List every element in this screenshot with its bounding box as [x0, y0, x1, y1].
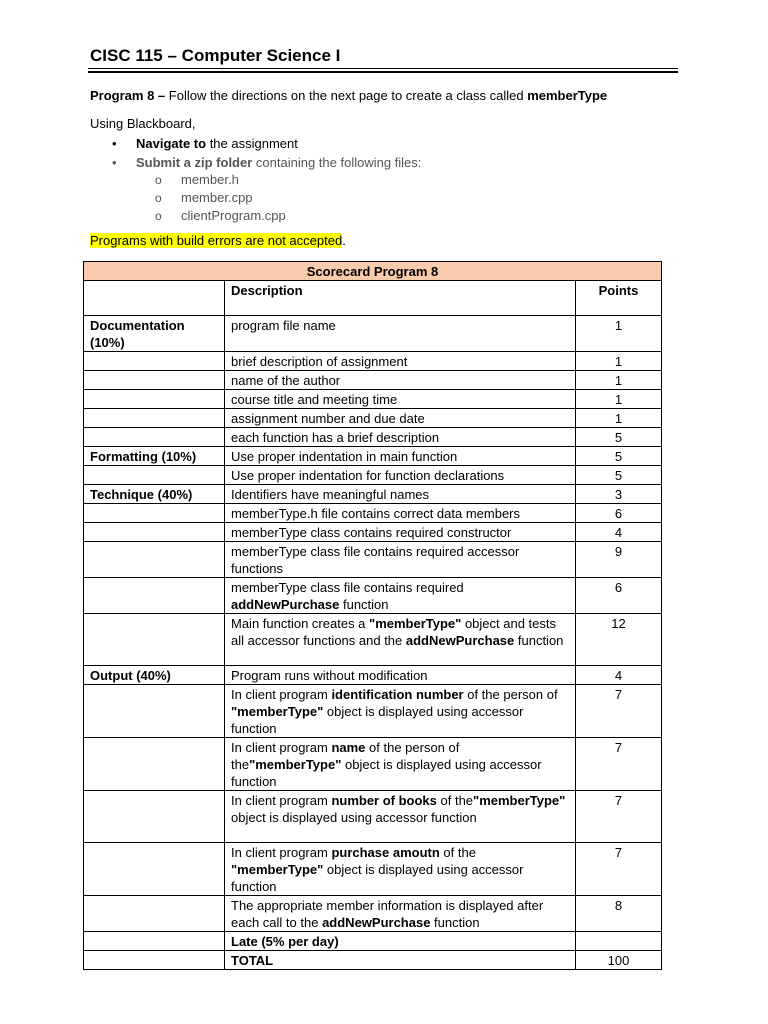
description-bold: "memberType" [231, 704, 324, 719]
category-cell [84, 738, 225, 791]
points-cell: 7 [576, 685, 662, 738]
instruction-bullet [112, 153, 421, 172]
description-cell [225, 447, 576, 466]
description-cell [225, 791, 576, 843]
table-row [84, 428, 662, 447]
table-row [84, 485, 662, 504]
title-rule-thick [88, 71, 678, 73]
description-text: brief description of assignment [231, 354, 408, 369]
description-text: Main function creates a [231, 616, 370, 631]
description-cell [225, 738, 576, 791]
bullet-text: the assignment [206, 136, 298, 151]
description-cell [225, 578, 576, 614]
points-cell: 1 [576, 409, 662, 428]
points-cell: 3 [576, 485, 662, 504]
circle-bullet-icon: o [155, 191, 162, 205]
header-points: Points [576, 281, 662, 316]
page-title: CISC 115 – Computer Science I [90, 46, 341, 65]
scorecard-title: Scorecard Program 8 [84, 262, 662, 281]
category-cell [84, 523, 225, 542]
bullet-icon: • [112, 136, 117, 151]
bullet-bold: Submit a zip folder [136, 155, 253, 170]
category-cell [84, 614, 225, 666]
table-row [84, 578, 662, 614]
description-text: Use proper indentation in main function [231, 449, 458, 464]
points-cell: 8 [576, 896, 662, 932]
category-cell: Output (40%) [84, 666, 225, 685]
using-blackboard-text: Using Blackboard, [90, 116, 196, 131]
description-bold: name [331, 740, 366, 755]
description-cell [225, 352, 576, 371]
description-bold: TOTAL [231, 953, 274, 968]
scorecard-title-row [84, 262, 662, 281]
highlighted-warning: Programs with build errors are not accepted [90, 233, 343, 248]
description-cell [225, 542, 576, 578]
description-text: of the person of the [231, 740, 460, 772]
file-item [155, 207, 286, 225]
scorecard-header-row [84, 281, 662, 316]
points-cell: 5 [576, 428, 662, 447]
table-row [84, 791, 662, 843]
description-text: The appropriate member information is displayed after each call to the [231, 898, 544, 930]
header-empty-cell [84, 281, 225, 316]
description-cell [225, 428, 576, 447]
description-bold: addNewPurchase [231, 597, 340, 612]
table-row [84, 504, 662, 523]
bullet-text: containing the following files: [252, 155, 422, 170]
description-bold: purchase amoutn [331, 845, 440, 860]
description-cell [225, 409, 576, 428]
description-text: function [339, 597, 389, 612]
description-cell [225, 685, 576, 738]
category-cell [84, 352, 225, 371]
circle-bullet-icon: o [155, 173, 162, 187]
points-cell: 4 [576, 666, 662, 685]
points-cell: 1 [576, 390, 662, 409]
description-text: Identifiers have meaningful names [231, 487, 430, 502]
description-text: function [430, 915, 480, 930]
table-row [84, 390, 662, 409]
description-text: function [514, 633, 564, 648]
points-cell: 12 [576, 614, 662, 666]
program-intro [90, 88, 607, 103]
category-cell [84, 843, 225, 896]
description-text: of the [439, 845, 476, 860]
category-cell [84, 896, 225, 932]
file-name: member.h [181, 172, 239, 187]
table-row [84, 316, 662, 352]
description-bold: addNewPurchase [322, 915, 431, 930]
description-text: In client program [231, 845, 332, 860]
table-row [84, 409, 662, 428]
table-row [84, 685, 662, 738]
instruction-bullet [112, 134, 421, 153]
description-bold: "memberType" [369, 616, 462, 631]
points-cell: 1 [576, 371, 662, 390]
header-description: Description [225, 281, 576, 316]
instruction-list [112, 134, 421, 172]
description-text: Program runs without modification [231, 668, 428, 683]
description-text: In client program [231, 687, 332, 702]
bullet-bold: Navigate to [136, 136, 207, 151]
description-text: Use proper indentation for function declarations [231, 468, 505, 483]
description-bold: identification number [331, 687, 464, 702]
category-cell [84, 409, 225, 428]
bullet-icon: • [112, 155, 117, 170]
description-cell [225, 951, 576, 970]
category-cell [84, 951, 225, 970]
category-cell [84, 428, 225, 447]
description-text: object is displayed using accessor function [231, 862, 524, 894]
description-bold: addNewPurchase [405, 633, 515, 648]
table-row [84, 843, 662, 896]
description-text: memberType class file contains required accessor functions [231, 544, 520, 576]
class-name: memberType [527, 88, 608, 103]
file-item [155, 189, 286, 207]
points-cell: 9 [576, 542, 662, 578]
table-row [84, 523, 662, 542]
description-cell [225, 896, 576, 932]
description-cell [225, 614, 576, 666]
description-bold: number of books [331, 793, 437, 808]
category-cell [84, 791, 225, 843]
description-cell [225, 485, 576, 504]
file-item [155, 171, 286, 189]
table-row [84, 447, 662, 466]
points-cell [576, 932, 662, 951]
description-text: name of the author [231, 373, 341, 388]
points-cell: 7 [576, 843, 662, 896]
table-row [84, 542, 662, 578]
description-cell [225, 390, 576, 409]
points-cell: 7 [576, 738, 662, 791]
category-cell [84, 390, 225, 409]
warning-tail: . [342, 233, 346, 248]
description-cell [225, 504, 576, 523]
category-cell [84, 578, 225, 614]
table-row [84, 466, 662, 485]
category-cell: Documentation (10%) [84, 316, 225, 352]
description-bold: Late (5% per day) [231, 934, 339, 949]
category-cell: Formatting (10%) [84, 447, 225, 466]
description-cell [225, 666, 576, 685]
description-text: memberType.h file contains correct data members [231, 506, 521, 521]
description-bold: "memberType" [231, 862, 324, 877]
table-row [84, 614, 662, 666]
category-cell: Technique (40%) [84, 485, 225, 504]
description-text: memberType class contains required constructor [231, 525, 512, 540]
circle-bullet-icon: o [155, 209, 162, 223]
table-row [84, 352, 662, 371]
description-cell [225, 371, 576, 390]
file-list [155, 171, 286, 225]
scorecard-table [83, 261, 662, 970]
category-cell [84, 932, 225, 951]
table-row [84, 896, 662, 932]
description-text: object is displayed using accessor function [231, 757, 542, 789]
description-text: of the person of [463, 687, 558, 702]
description-cell [225, 316, 576, 352]
points-cell: 6 [576, 504, 662, 523]
table-row [84, 932, 662, 951]
points-cell: 100 [576, 951, 662, 970]
title-rule-thin [88, 68, 678, 69]
file-name: clientProgram.cpp [181, 208, 286, 223]
table-row [84, 951, 662, 970]
file-name: member.cpp [181, 190, 253, 205]
description-bold: "memberType" [249, 757, 342, 772]
description-text: object and tests all accessor functions and the [231, 616, 556, 648]
description-cell [225, 843, 576, 896]
description-text: In client program [231, 793, 332, 808]
category-cell [84, 371, 225, 390]
points-cell: 4 [576, 523, 662, 542]
table-row [84, 738, 662, 791]
description-text: object is displayed using accessor function [231, 810, 477, 825]
description-text: In client program [231, 740, 332, 755]
description-cell [225, 932, 576, 951]
points-cell: 1 [576, 316, 662, 352]
points-cell: 5 [576, 447, 662, 466]
category-cell [84, 504, 225, 523]
intro-text: Follow the directions on the next page to create a class called [165, 88, 528, 103]
points-cell: 1 [576, 352, 662, 371]
description-text: of the [436, 793, 474, 808]
category-cell [84, 685, 225, 738]
description-text: assignment number and due date [231, 411, 425, 426]
description-text: course title and meeting time [231, 392, 398, 407]
program-label: Program 8 – [90, 88, 166, 103]
description-text: program file name [231, 318, 336, 333]
points-cell: 5 [576, 466, 662, 485]
description-text: memberType class file contains required [231, 580, 464, 595]
points-cell: 6 [576, 578, 662, 614]
category-cell [84, 466, 225, 485]
points-cell: 7 [576, 791, 662, 843]
table-row [84, 666, 662, 685]
description-text: each function has a brief description [231, 430, 440, 445]
description-cell [225, 523, 576, 542]
description-cell [225, 466, 576, 485]
description-bold: "memberType" [473, 793, 566, 808]
table-row [84, 371, 662, 390]
category-cell [84, 542, 225, 578]
build-error-warning [90, 233, 346, 248]
description-text: object is displayed using accessor function [231, 704, 524, 736]
